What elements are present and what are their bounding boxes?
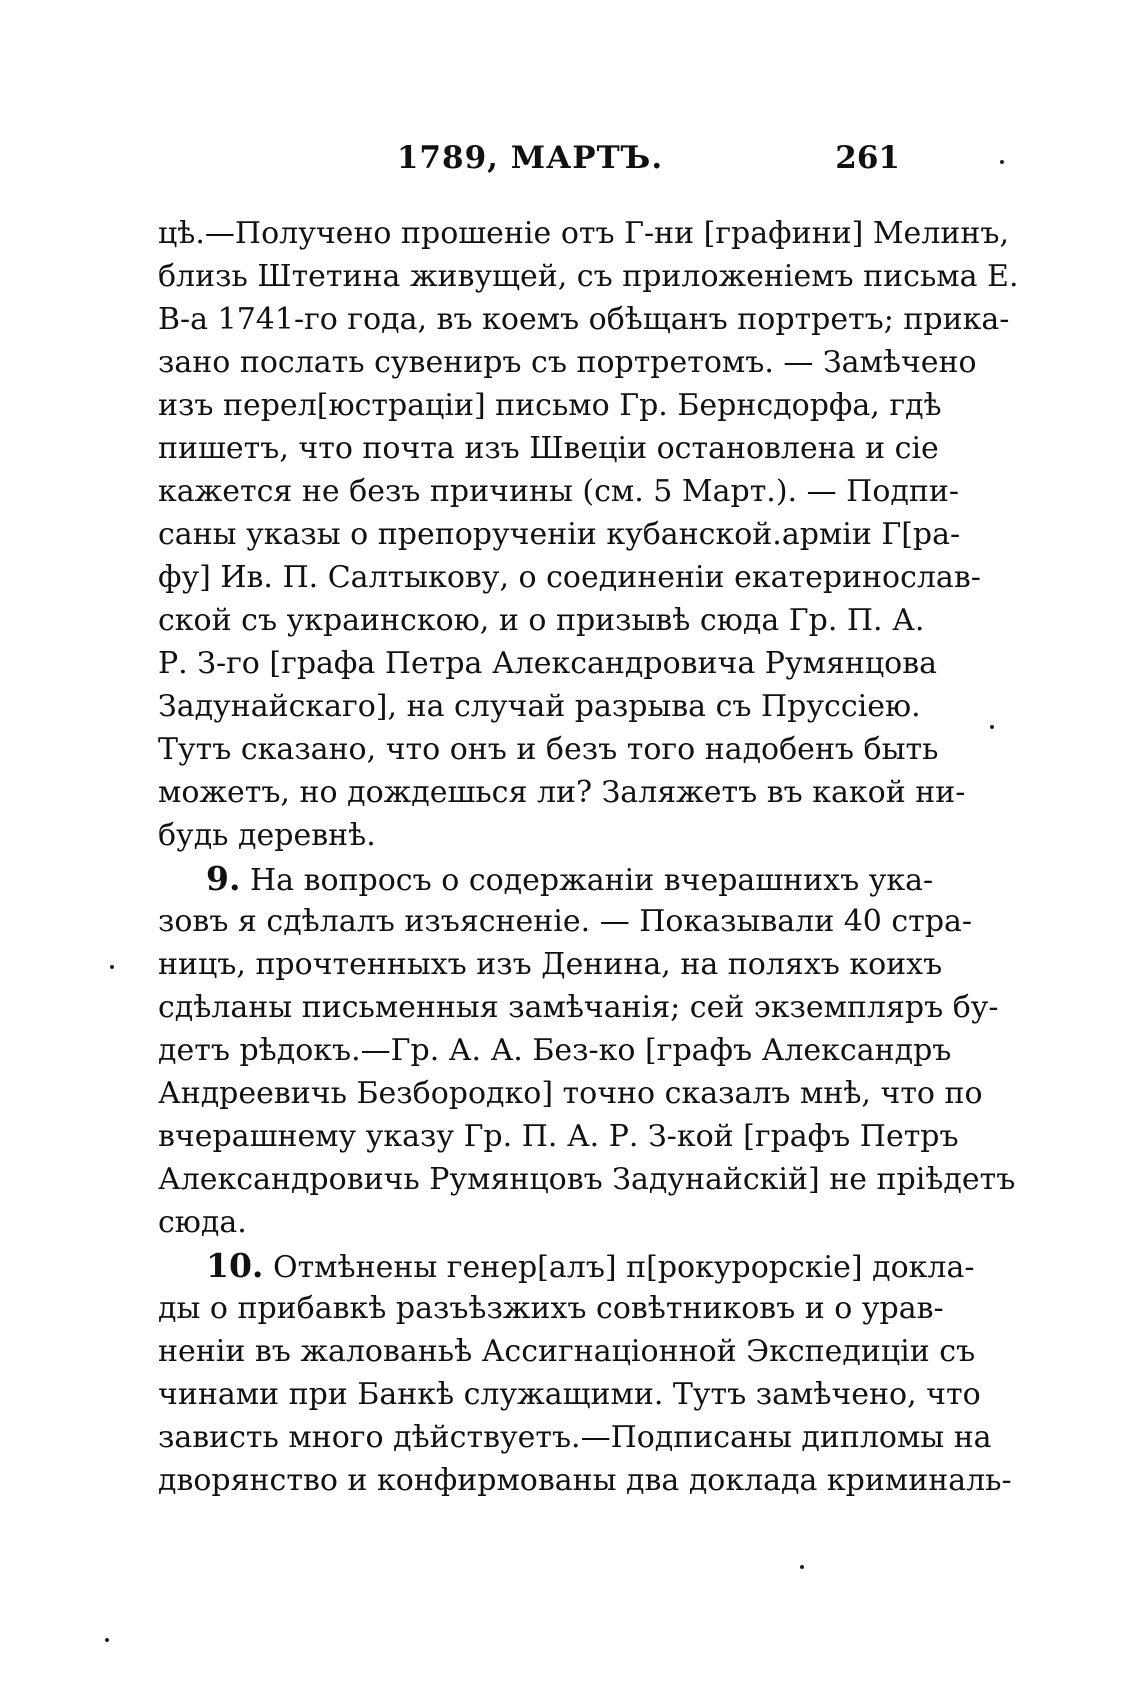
- text-line: зовъ я сдѣлалъ изъясненіе. — Показывали 40 стра-: [158, 904, 973, 939]
- text-line: близь Штетина живущей, съ приложеніемъ письма Е.: [158, 259, 1019, 294]
- text-span: На вопросъ о содержаніи вчерашнихъ ука-: [250, 863, 934, 898]
- text-line: Александровичь Румянцовъ Задунайскій] не пріѣдетъ: [158, 1162, 1016, 1197]
- text-line: можетъ, но дождешься ли? Заляжетъ въ какой ни-: [158, 775, 966, 810]
- text-line: чинами при Банкѣ служащими. Тутъ замѣчено, что: [158, 1377, 981, 1412]
- text-line: В-а 1741-го года, въ коемъ обѣщанъ портретъ; прика-: [158, 302, 1010, 337]
- text-line: зано послать сувениръ съ портретомъ. — Замѣчено: [158, 345, 977, 380]
- page-header: [160, 140, 900, 184]
- text-line: кажется не безъ причины (см. 5 Март.). — Подпи-: [158, 474, 959, 509]
- text-line: сюда.: [158, 1205, 247, 1240]
- body-text: [158, 212, 1019, 1502]
- scan-speck: [1000, 160, 1004, 164]
- text-line: неніи въ жалованьѣ Ассигнаціонной Экспедиціи съ: [158, 1334, 976, 1369]
- text-line: сдѣланы письменныя замѣчанія; сей экземпляръ бу-: [158, 990, 999, 1025]
- page-number: 261: [835, 140, 900, 176]
- text-line: детъ рѣдокъ.—Гр. А. А. Без-ко [графъ Александръ: [158, 1033, 952, 1068]
- text-line: ской съ украинскою, и о призывѣ сюда Гр. П. А.: [158, 603, 925, 638]
- entry-number: 10.: [206, 1246, 264, 1285]
- text-line: Андреевичь Безбородко] точно сказалъ мнѣ, что по: [158, 1076, 983, 1111]
- text-line: Тутъ сказано, что онъ и безъ того надобенъ быть: [158, 732, 939, 767]
- text-line: изъ перел[юстраціи] письмо Гр. Бернсдорфа, гдѣ: [158, 388, 942, 423]
- text-line: ды о прибавкѣ разъѣзжихъ совѣтниковъ и о урав-: [158, 1291, 944, 1326]
- text-line: Р. З-го [графа Петра Александровича Румянцова: [158, 646, 938, 681]
- entry-number: 9.: [206, 859, 241, 898]
- text-span: Отмѣнены генер[алъ] п[рокурорскіе] докла-: [272, 1250, 975, 1285]
- text-line: ницъ, прочтенныхъ изъ Денина, на поляхъ коихъ: [158, 947, 943, 982]
- text-line: Задунайскаго], на случай разрыва съ Пруссіею.: [158, 689, 921, 724]
- text-line: зависть много дѣйствуетъ.—Подписаны дипломы на: [158, 1420, 992, 1455]
- text-line: цѣ.—Получено прошеніе отъ Г-ни [графини] Мелинъ,: [158, 216, 1009, 251]
- entry-first-line: [158, 857, 934, 900]
- text-line: фу] Ив. П. Салтыкову, о соединеніи екатеринослав-: [158, 560, 981, 595]
- running-head: 1789, МАРТЪ.: [396, 140, 664, 176]
- text-line: дворянство и конфирмованы два доклада криминаль-: [158, 1463, 1012, 1498]
- scan-speck: [110, 965, 114, 969]
- entry-first-line: [158, 1244, 975, 1287]
- text-line: пишетъ, что почта изъ Швеціи остановлена и сіе: [158, 431, 939, 466]
- text-line: вчерашнему указу Гр. П. А. Р. З-кой [графъ Петръ: [158, 1119, 959, 1154]
- scan-speck: [105, 1638, 109, 1642]
- scan-speck: [990, 725, 994, 729]
- scan-speck: [800, 1565, 804, 1569]
- text-line: саны указы о препорученіи кубанской.арміи Г[ра-: [158, 517, 961, 552]
- text-line: будь деревнѣ.: [158, 818, 376, 853]
